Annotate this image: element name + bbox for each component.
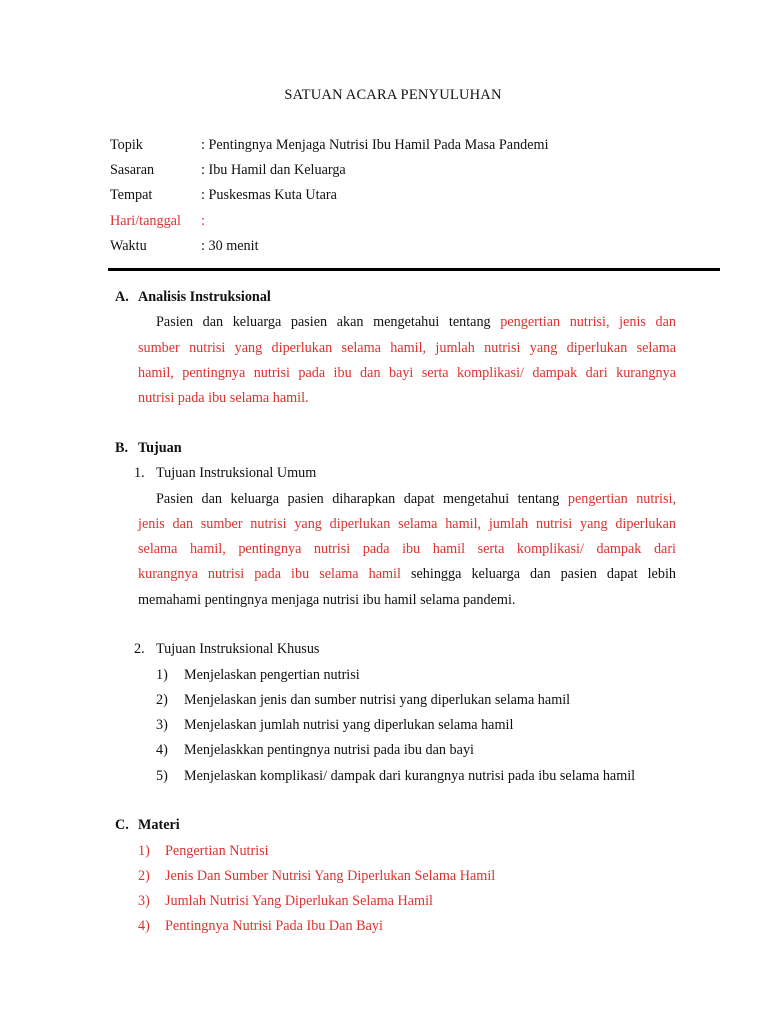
meta-label-hari-tanggal: Hari/tanggal — [110, 213, 181, 229]
section-a-line-3: hamil, pentingnya nutrisi pada ibu dan bayi serta komplikasi/ dampak dari kurangnya — [138, 365, 676, 381]
materi-item-2-text: Jenis Dan Sumber Nutrisi Yang Diperlukan Selama Hamil — [165, 868, 496, 884]
document-title: SATUAN ACARA PENYULUHAN — [284, 87, 502, 103]
meta-value-hari-tanggal: : — [201, 213, 205, 229]
meta-label-topik: Topik — [110, 137, 143, 153]
section-a-line-1-black: Pasien dan keluarga pasien akan mengetahui tentang — [156, 314, 501, 330]
sub2-item-1-num: 1) — [156, 667, 168, 683]
materi-item-1-num: 1) — [138, 843, 150, 859]
sub2-item-2-num: 2) — [156, 692, 168, 708]
sub2-item-2-text: Menjelaskan jenis dan sumber nutrisi yang diperlukan selama hamil — [184, 692, 571, 708]
sub1-line-1-red: pengertian nutrisi, — [567, 491, 676, 507]
section-a-line-1 — [156, 313, 676, 331]
sub2-item-4-text: Menjelaskkan pentingnya nutrisi pada ibu dan bayi — [184, 742, 474, 758]
sub1-line-1 — [156, 490, 676, 508]
sub1-line-5: memahami pentingnya menjaga nutrisi ibu hamil selama pandemi. — [138, 592, 516, 608]
sub2-item-3-num: 3) — [156, 717, 168, 733]
meta-label-tempat: Tempat — [110, 187, 153, 203]
sub1-line-4-black: sehingga keluarga dan pasien dapat lebih — [400, 566, 676, 582]
sub2-item-5-num: 5) — [156, 768, 168, 784]
sub2-item-3-text: Menjelaskan jumlah nutrisi yang diperlukan selama hamil — [184, 717, 514, 733]
materi-item-4-text: Pentingnya Nutrisi Pada Ibu Dan Bayi — [165, 918, 383, 934]
section-a-line-1-red: pengertian nutrisi, jenis dan — [500, 314, 676, 330]
sub1-line-4-red: kurangnya nutrisi pada ibu selama hamil — [138, 566, 401, 582]
sub2-title: Tujuan Instruksional Khusus — [156, 641, 320, 657]
meta-value-topik: : Pentingnya Menjaga Nutrisi Ibu Hamil Pada Masa Pandemi — [201, 137, 549, 153]
sub1-line-1-black: Pasien dan keluarga pasien diharapkan dapat mengetahui tentang — [156, 491, 568, 507]
section-b-letter: B. — [115, 440, 129, 456]
section-a-letter: A. — [115, 289, 129, 305]
meta-label-waktu: Waktu — [110, 238, 147, 254]
meta-value-tempat: : Puskesmas Kuta Utara — [201, 187, 337, 203]
meta-value-sasaran: : Ibu Hamil dan Keluarga — [201, 162, 346, 178]
materi-item-2-num: 2) — [138, 868, 150, 884]
materi-item-3-num: 3) — [138, 893, 150, 909]
sub2-number: 2. — [134, 641, 145, 657]
sub1-line-3: selama hamil, pentingnya nutrisi pada ibu hamil serta komplikasi/ dampak dari — [138, 541, 676, 557]
materi-item-4-num: 4) — [138, 918, 150, 934]
sub2-item-5-text: Menjelaskan komplikasi/ dampak dari kurangnya nutrisi pada ibu selama hamil — [184, 768, 636, 784]
materi-item-1-text: Pengertian Nutrisi — [165, 843, 269, 859]
meta-label-sasaran: Sasaran — [110, 162, 155, 178]
section-b-heading: Tujuan — [138, 440, 182, 456]
sub1-title: Tujuan Instruksional Umum — [156, 465, 317, 481]
section-c-letter: C. — [115, 817, 129, 833]
section-a-line-2: sumber nutrisi yang diperlukan selama hamil, jumlah nutrisi yang diperlukan selama — [138, 340, 676, 356]
materi-item-3-text: Jumlah Nutrisi Yang Diperlukan Selama Hamil — [165, 893, 433, 909]
sub2-item-4-num: 4) — [156, 742, 168, 758]
sub1-number: 1. — [134, 465, 145, 481]
section-a-heading: Analisis Instruksional — [138, 289, 271, 305]
divider-rule — [108, 268, 720, 271]
meta-value-waktu: : 30 menit — [201, 238, 259, 254]
sub1-line-2: jenis dan sumber nutrisi yang diperlukan selama hamil, jumlah nutrisi yang diperlukan — [138, 516, 676, 532]
section-c-heading: Materi — [138, 817, 180, 833]
section-a-line-4: nutrisi pada ibu selama hamil. — [138, 390, 309, 406]
sub2-item-1-text: Menjelaskan pengertian nutrisi — [184, 667, 360, 683]
sub1-line-4 — [138, 565, 676, 583]
